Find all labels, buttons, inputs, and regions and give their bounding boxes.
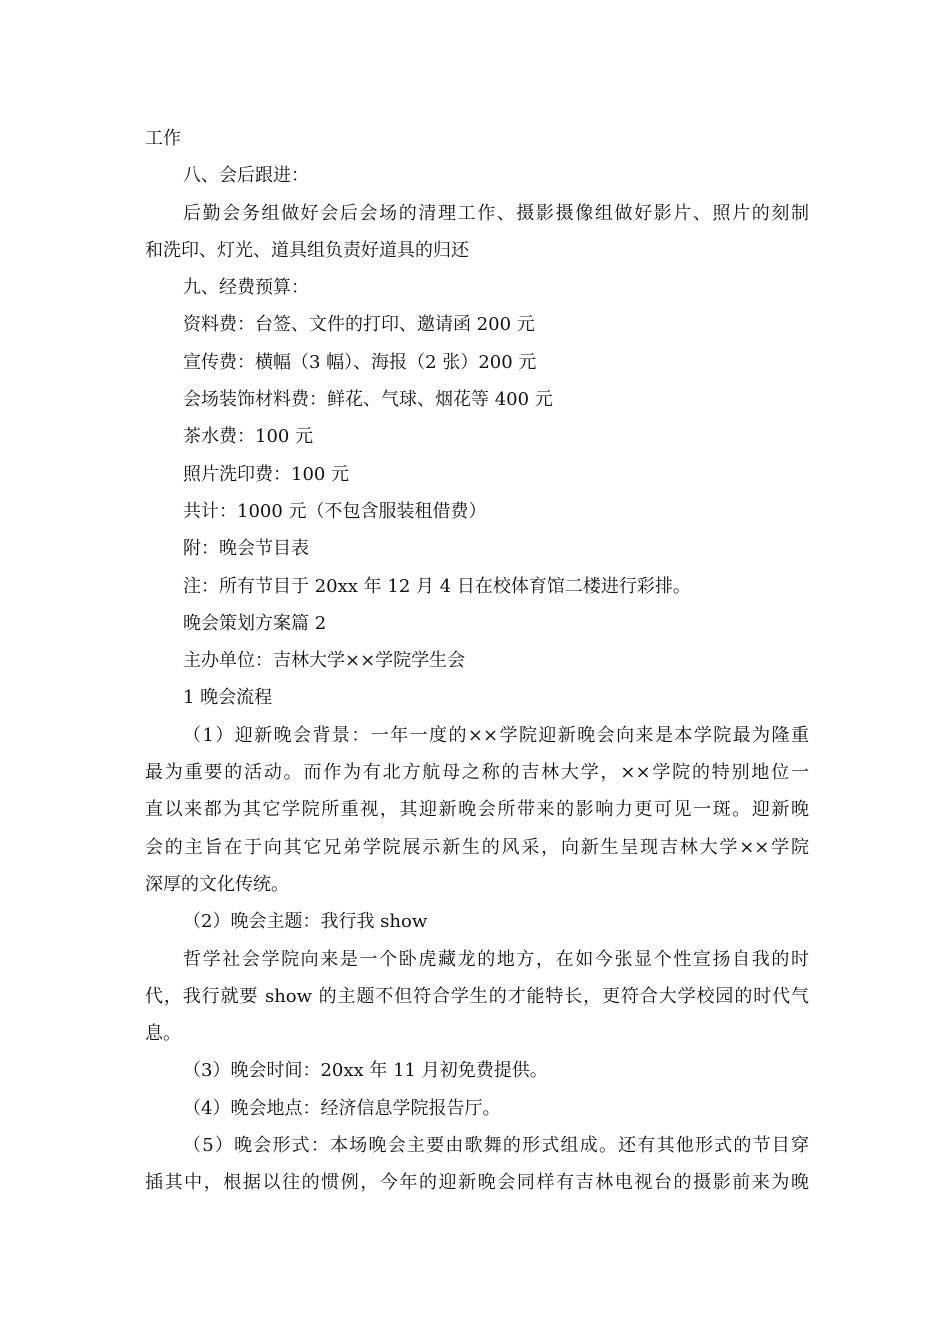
section-heading: 八、会后跟进： xyxy=(183,165,309,187)
section-heading: 九、经费预算： xyxy=(183,277,309,299)
appendix-note: 附：晚会节目表 xyxy=(183,538,309,560)
text-line: 会的主旨在于向其它兄弟学院展示新生的风采，向新生呈现吉林大学××学院 xyxy=(145,836,809,858)
text-line: 哲学社会学院向来是一个卧虎藏龙的地方，在如今张显个性宣扬自我的时 xyxy=(183,948,809,970)
text-line: 最为重要的活动。而作为有北方航母之称的吉林大学，××学院的特别地位一 xyxy=(145,762,809,784)
text-line: 深厚的文化传统。 xyxy=(145,873,289,895)
text-line: 插其中，根据以往的惯例，今年的迎新晚会同样有吉林电视台的摄影前来为晚 xyxy=(145,1172,809,1194)
budget-item: 会场装饰材料费：鲜花、气球、烟花等 400 元 xyxy=(183,389,553,411)
budget-item: 宣传费：横幅（3 幅）、海报（2 张）200 元 xyxy=(183,351,537,373)
budget-total: 共计：1000 元（不包含服装租借费） xyxy=(183,500,487,522)
rehearsal-note: 注：所有节目于 20xx 年 12 月 4 日在校体育馆二楼进行彩排。 xyxy=(183,575,691,597)
budget-item: 茶水费：100 元 xyxy=(183,426,314,448)
text-line: 和洗印、灯光、道具组负责好道具的归还 xyxy=(145,239,469,261)
text-line: 工作 xyxy=(145,128,181,149)
text-line: （3）晚会时间：20xx 年 11 月初免费提供。 xyxy=(183,1060,548,1082)
text-line: 息。 xyxy=(145,1023,181,1045)
text-line: 代，我行就要 show 的主题不但符合学生的才能特长，更符合大学校园的时代气 xyxy=(145,985,809,1007)
document-body xyxy=(145,120,809,1202)
text-line: 直以来都为其它学院所重视，其迎新晚会所带来的影响力更可见一斑。迎新晚 xyxy=(145,799,809,821)
budget-item: 照片洗印费：100 元 xyxy=(183,463,350,485)
text-line: 后勤会务组做好会后会场的清理工作、摄影摄像组做好影片、照片的刻制 xyxy=(183,202,809,224)
text-line: （5）晚会形式：本场晚会主要由歌舞的形式组成。还有其他形式的节目穿 xyxy=(183,1135,809,1157)
text-line: （2）晚会主题：我行我 show xyxy=(183,911,428,933)
text-line: （1）迎新晚会背景：一年一度的××学院迎新晚会向来是本学院最为隆重 xyxy=(183,724,809,746)
organizer-line: 主办单位：吉林大学××学院学生会 xyxy=(183,650,466,672)
text-line: （4）晚会地点：经济信息学院报告厅。 xyxy=(183,1097,501,1119)
section-title: 晚会策划方案篇 2 xyxy=(183,612,327,634)
budget-item: 资料费：台签、文件的打印、邀请函 200 元 xyxy=(183,314,535,336)
section-heading: 1 晚会流程 xyxy=(183,687,273,709)
